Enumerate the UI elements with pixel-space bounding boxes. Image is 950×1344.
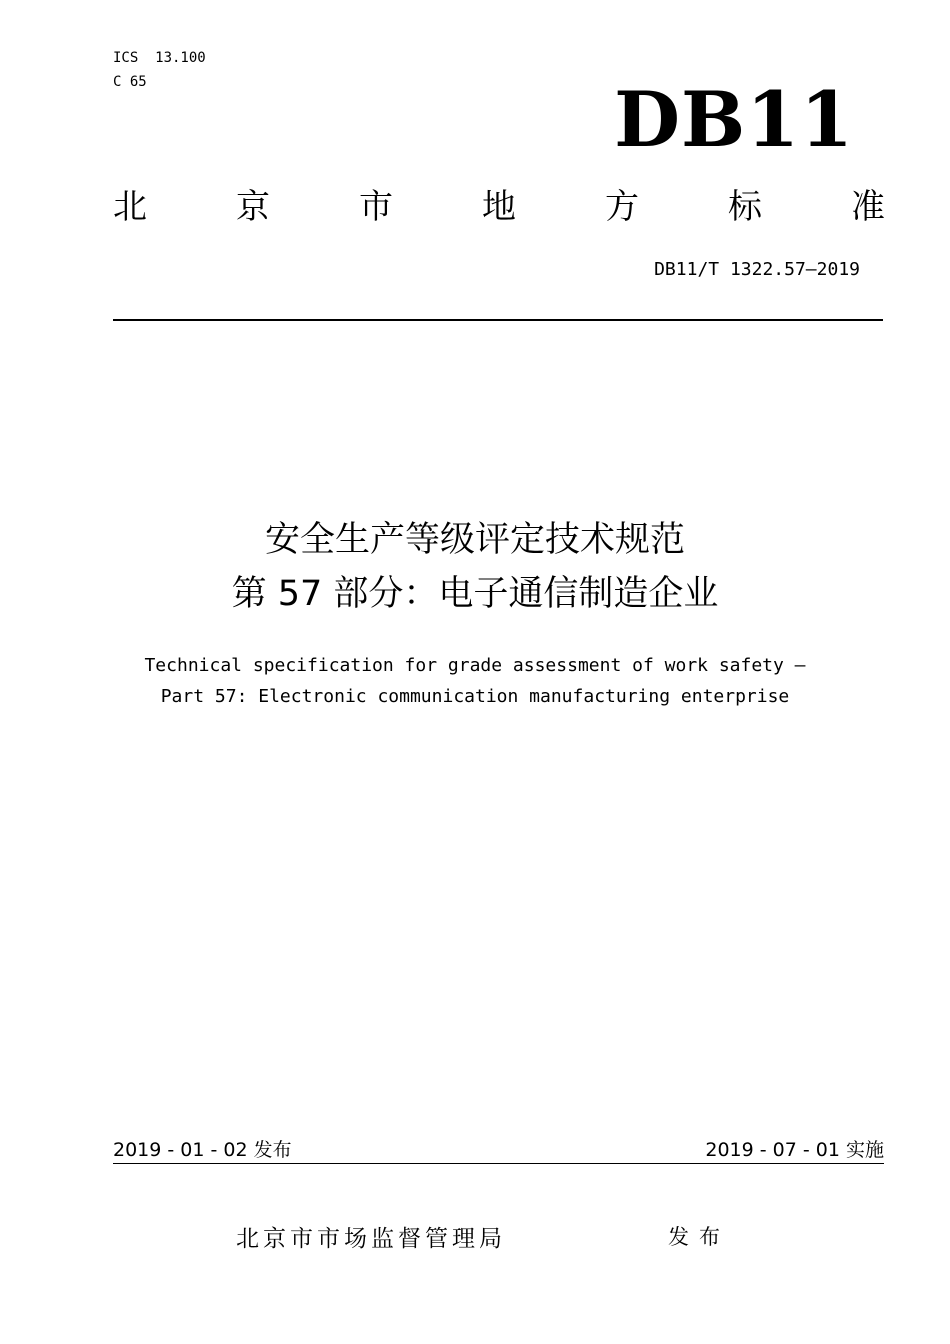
publish-label: 发布 [668, 1225, 730, 1249]
issue-date: 2019 - 01 - 02 发布 [113, 1139, 292, 1161]
title-chinese-line-2: 第 57 部分：电子通信制造企业 [231, 574, 719, 614]
standard-type-char: 北 [113, 187, 147, 227]
standard-number: DB11/T 1322.57—2019 [654, 259, 860, 280]
dates-divider [113, 1163, 884, 1164]
implementation-date: 2019 - 07 - 01 实施 [705, 1139, 884, 1161]
ics-code: ICS 13.100 [113, 50, 206, 66]
standard-type-char: 标 [728, 187, 762, 227]
standard-type-char: 地 [482, 187, 516, 227]
title-english-line-1: Technical specification for grade assessment of work safety — [144, 655, 806, 676]
standard-type-heading [113, 186, 885, 228]
header-divider [113, 319, 883, 321]
standard-type-char: 方 [605, 187, 639, 227]
publisher-name: 北京市市场监督管理局 [236, 1226, 506, 1252]
db11-logo: DB11 [614, 75, 854, 164]
standard-type-char: 市 [359, 187, 393, 227]
standard-type-char: 准 [851, 187, 885, 227]
standard-type-char: 京 [236, 187, 270, 227]
ccs-code: C 65 [113, 74, 147, 90]
title-chinese-line-1: 安全生产等级评定技术规范 [264, 520, 685, 560]
title-english-line-2: Part 57: Electronic communication manufacturing enterprise [160, 686, 790, 707]
